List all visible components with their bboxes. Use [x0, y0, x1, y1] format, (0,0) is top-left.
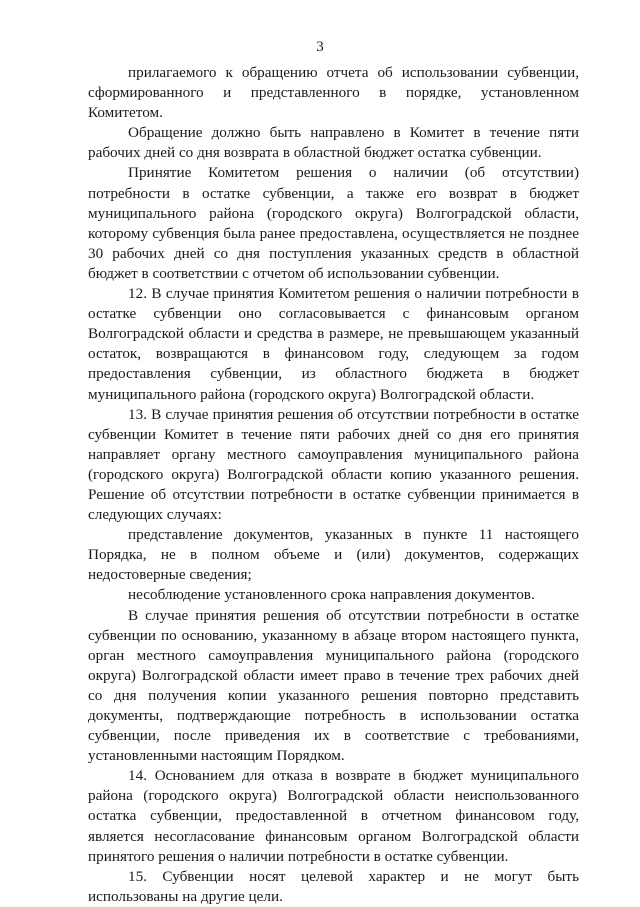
paragraph-appeal-deadline: Обращение должно быть направлено в Комитет в течение пяти рабочих дней со дня возврата в областной бюджет остатка субвенции.	[88, 124, 579, 162]
paragraph-item-13: 13. В случае принятия решения об отсутствии потребности в остатке субвенции Комитет в течение пяти рабочих дней со дня его принятия направляет органу местного самоуправления муниципального района (городского округа) Волгоградской области копию указанного решения. Решение об отсутствии потребности в остатке субвенции принимается в следующих случаях:	[88, 405, 579, 524]
document-body	[88, 63, 579, 907]
paragraph-item-14: 14. Основанием для отказа в возврате в бюджет муниципального района (городского округа) Волгоградской области неиспользованного остатка субвенции, предоставленной в отчетном финансовом году, является несогласование финансовым органом Волгоградской области принятого решения о наличии потребности в остатке субвенции.	[88, 767, 579, 865]
paragraph-case-deadline: несоблюдение установленного срока направления документов.	[128, 586, 535, 604]
paragraph-resubmission: В случае принятия решения об отсутствии потребности в остатке субвенции по основанию, указанному в абзаце втором настоящего пункта, орган местного самоуправления муниципального района (городского округа) Волгоградской области имеет право в течение трех рабочих дней со дня получения копии указанного решения повторно представить документы, подтверждающие потребность в использовании остатка субвенции, после приведения их в соответствие с требованиями, установленными настоящим Порядком.	[88, 606, 579, 765]
paragraph-continuation: прилагаемого к обращению отчета об использовании субвенции, сформированного и представленного в порядке, установленном Комитетом.	[88, 64, 579, 122]
paragraph-item-12: 12. В случае принятия Комитетом решения о наличии потребности в остатке субвенции оно согласовывается с финансовым органом Волгоградской области и средства в размере, не превышающем указанный остаток, возвращаются в финансовом году, следующем за годом предоставления субвенции, из областного бюджета в бюджет муниципального района (городского округа) Волгоградской области.	[88, 285, 579, 403]
paragraph-committee-decision: Принятие Комитетом решения о наличии (об отсутствии) потребности в остатке субвенции, а также его возврат в бюджет муниципального района (городского округа) Волгоградской области, которому субвенция была ранее предоставлена, осуществляется не позднее 30 рабочих дней со дня поступления указанных средств в областной бюджет в соответствии с отчетом об использовании субвенции.	[88, 164, 579, 282]
paragraph-case-documents: представление документов, указанных в пункте 11 настоящего Порядка, не в полном объеме и (или) документов, содержащих недостоверные сведения;	[88, 526, 579, 584]
page-number: 3	[316, 39, 324, 55]
paragraph-item-15: 15. Субвенции носят целевой характер и не могут быть использованы на другие цели.	[88, 867, 579, 905]
